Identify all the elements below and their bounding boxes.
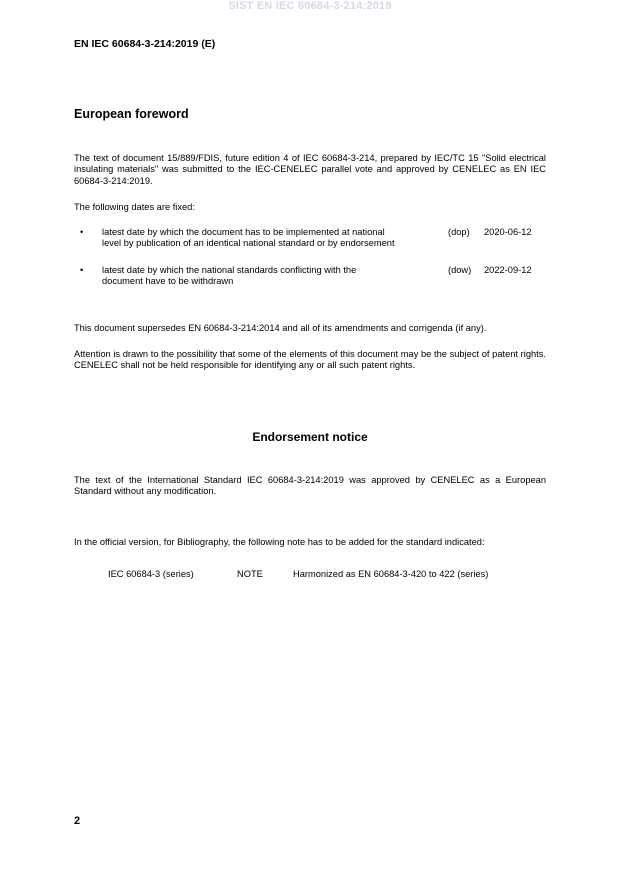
endorsement-paragraph: The text of the International Standard IEC 60684-3-214:2019 was approved by CENELEC as a European Standard without any modification. [74, 475, 546, 497]
page-number: 2 [74, 815, 81, 827]
european-foreword-heading: European foreword [74, 107, 189, 121]
dates-intro-text: The following dates are fixed: [74, 202, 195, 212]
document-id-header: EN IEC 60684-3-214:2019 (E) [74, 38, 216, 50]
date-value: 2022-09-12 [484, 265, 532, 275]
foreword-intro-paragraph: The text of document 15/889/FDIS, future edition 4 of IEC 60684-3-214, prepared by IEC/TC 15 "Solid electrical insulating materials" was submitted to the IEC-CENELEC parallel vote and approved by CENELEC as EN IEC 60684-3-214:2019. [74, 153, 546, 186]
patent-attention-paragraph: Attention is drawn to the possibility that some of the elements of this document may be the subject of patent rights. CENELEC shall not be held responsible for identifying any or all such patent rights. [74, 349, 546, 371]
bullet-icon: • [80, 227, 84, 237]
date-description-line: latest date by which the document has to be implemented at national [102, 227, 385, 237]
date-description [102, 265, 442, 288]
bullet-icon: • [80, 265, 84, 275]
watermark: SIST EN IEC 60684-3-214:2019 [228, 0, 392, 12]
date-description-line: document have to be withdrawn [102, 276, 234, 287]
date-description [102, 227, 442, 250]
date-row-dop [74, 227, 546, 251]
date-code: (dop) [448, 227, 470, 237]
endorsement-notice-heading: Endorsement notice [252, 430, 368, 444]
bibliography-intro-paragraph: In the official version, for Bibliography, the following note has to be added for the standard indicated: [74, 537, 485, 547]
supersedes-paragraph: This document supersedes EN 60684-3-214:2014 and all of its amendments and corrigenda (if any). [74, 323, 487, 333]
note-text: Harmonized as EN 60684-3-420 to 422 (series) [293, 569, 489, 579]
date-code: (dow) [448, 265, 472, 275]
date-row-dow [74, 265, 546, 289]
date-description-line: latest date by which the national standards conflicting with the [102, 265, 357, 275]
note-standard: IEC 60684-3 (series) [108, 569, 194, 579]
note-label: NOTE [237, 569, 263, 579]
date-value: 2020-06-12 [484, 227, 532, 237]
date-description-line: level by publication of an identical national standard or by endorsement [102, 238, 395, 249]
